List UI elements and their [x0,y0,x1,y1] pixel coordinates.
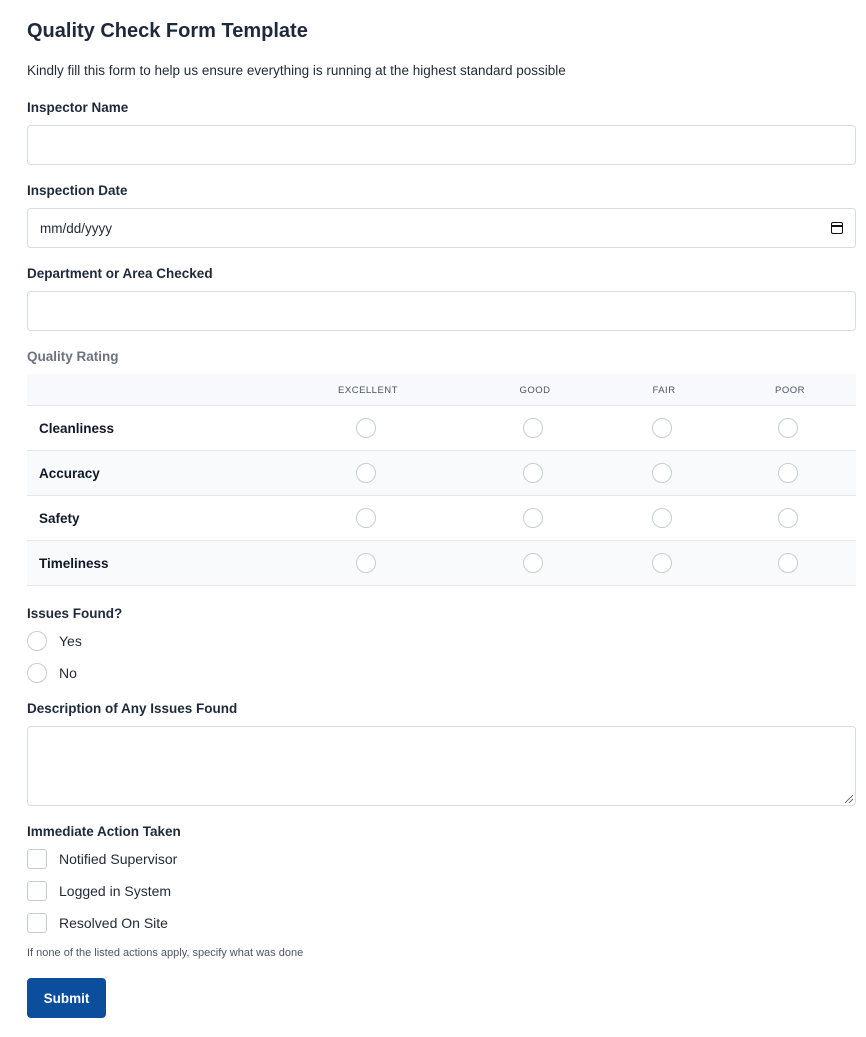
department-input[interactable] [27,291,856,331]
matrix-row-safety [27,496,856,541]
resolved-on-site-checkbox[interactable] [27,913,47,933]
matrix-header [27,374,856,406]
matrix-row-timeliness [27,541,856,586]
row-label: Accuracy [39,466,100,481]
row-label: Timeliness [39,556,109,571]
action-logged-option[interactable] [27,881,171,901]
cleanliness-fair-radio[interactable] [652,418,672,438]
option-label: Notified Supervisor [59,851,178,867]
quality-rating-matrix [27,374,856,586]
action-resolved-option[interactable] [27,913,168,933]
issues-found-label: Issues Found? [27,606,123,621]
safety-fair-radio[interactable] [652,508,672,528]
option-label: Resolved On Site [59,915,168,931]
timeliness-poor-radio[interactable] [778,553,798,573]
timeliness-good-radio[interactable] [523,553,543,573]
option-label: Logged in System [59,883,172,899]
row-label: Cleanliness [39,421,115,436]
safety-good-radio[interactable] [523,508,543,528]
issues-no-option[interactable] [27,663,77,683]
action-notified-option[interactable] [27,849,177,869]
immediate-action-label: Immediate Action Taken [27,824,181,839]
option-label: Yes [59,633,82,649]
calendar-icon[interactable] [831,222,843,234]
inspection-date-label: Inspection Date [27,183,128,198]
option-label: No [59,665,77,681]
timeliness-fair-radio[interactable] [652,553,672,573]
issues-yes-radio[interactable] [27,631,47,651]
department-label: Department or Area Checked [27,266,213,281]
cleanliness-good-radio[interactable] [523,418,543,438]
timeliness-excellent-radio[interactable] [356,553,376,573]
immediate-action-helper: If none of the listed actions apply, specify what was done [27,947,304,959]
column-fair: FAIR [652,385,676,396]
column-good: GOOD [519,385,551,396]
accuracy-fair-radio[interactable] [652,463,672,483]
inspection-date-input[interactable] [27,208,856,248]
inspection-date-placeholder: mm/dd/yyyy [40,220,113,236]
safety-poor-radio[interactable] [778,508,798,528]
column-excellent: EXCELLENT [338,385,398,396]
issues-description-textarea[interactable] [27,726,856,806]
matrix-row-cleanliness [27,406,856,451]
row-label: Safety [39,511,80,526]
issues-yes-option[interactable] [27,631,82,651]
resize-handle-icon[interactable] [845,795,853,803]
notified-supervisor-checkbox[interactable] [27,849,47,869]
form-subtitle: Kindly fill this form to help us ensure everything is running at the highest standard possible [27,63,566,78]
accuracy-poor-radio[interactable] [778,463,798,483]
issues-description-label: Description of Any Issues Found [27,701,238,716]
accuracy-good-radio[interactable] [523,463,543,483]
cleanliness-excellent-radio[interactable] [356,418,376,438]
quality-rating-label: Quality Rating [27,349,119,364]
logged-in-system-checkbox[interactable] [27,881,47,901]
cleanliness-poor-radio[interactable] [778,418,798,438]
column-poor: POOR [775,385,805,396]
accuracy-excellent-radio[interactable] [356,463,376,483]
issues-no-radio[interactable] [27,663,47,683]
matrix-row-accuracy [27,451,856,496]
submit-button[interactable]: Submit [27,978,106,1018]
inspector-name-input[interactable] [27,125,856,165]
safety-excellent-radio[interactable] [356,508,376,528]
inspector-name-label: Inspector Name [27,100,129,115]
form-title: Quality Check Form Template [27,20,308,42]
